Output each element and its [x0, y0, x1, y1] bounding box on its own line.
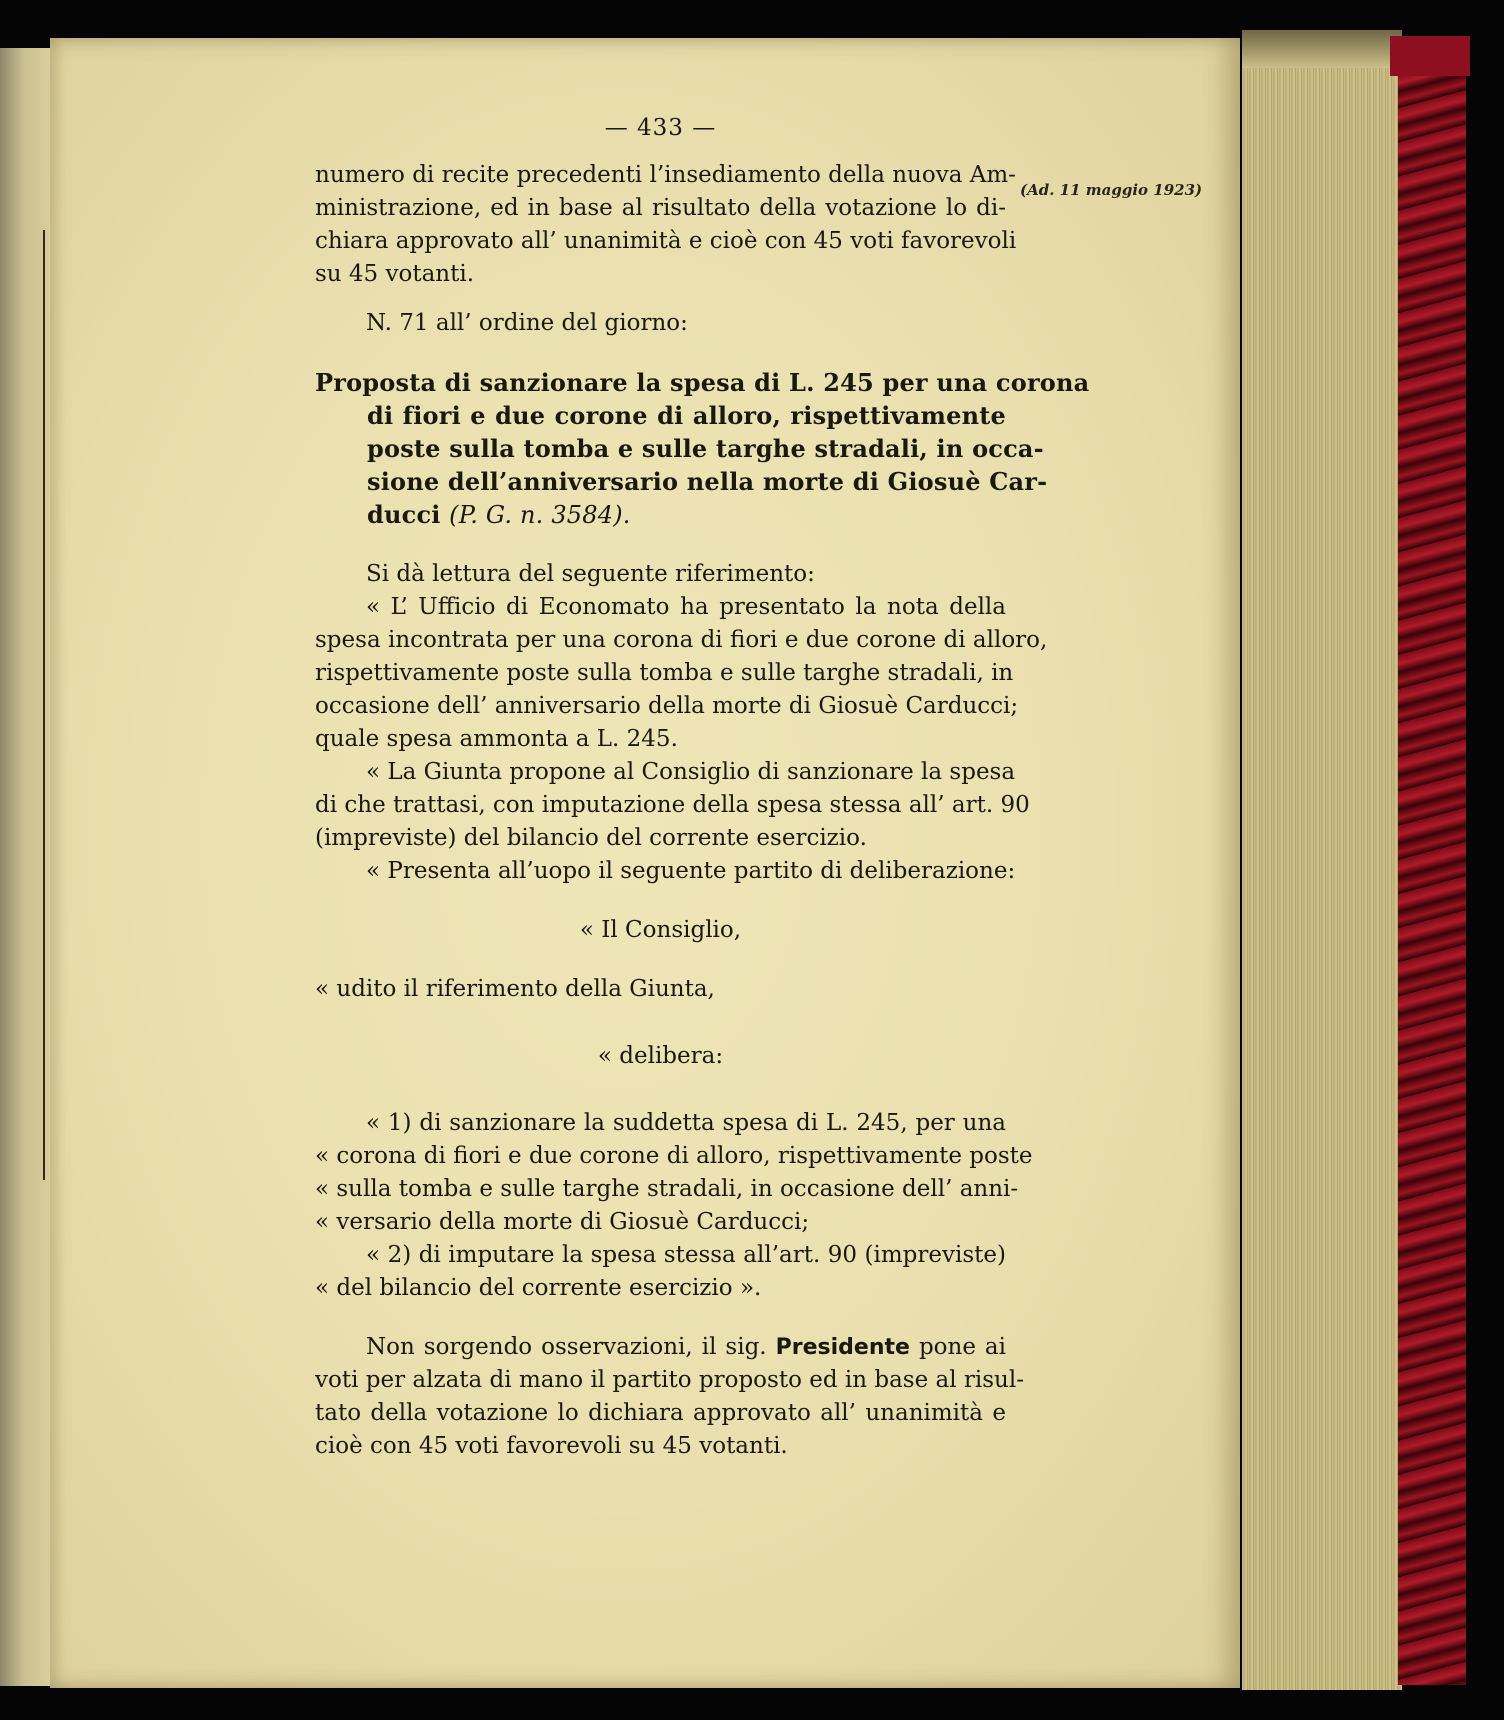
closing-text-start: Non sorgendo osservazioni, il sig.	[366, 1334, 767, 1360]
agenda-item: N. 71 all’ ordine del giorno:	[366, 310, 688, 336]
opening-paragraph	[315, 159, 1017, 291]
text-line: rispettivamente poste sulla tomba e sulle targhe stradali, in	[315, 660, 1014, 686]
marbled-cover-board	[1398, 40, 1466, 1685]
heading-line: sione dell’anniversario nella morte di Giosuè Car-	[367, 467, 1048, 496]
heading-last-words: ducci	[367, 500, 441, 529]
agenda-heading	[315, 366, 1090, 532]
text-line: ministrazione, ed in base al risultato della votazione lo di-	[315, 195, 1006, 221]
delibera-point-2	[315, 1239, 1006, 1305]
text-line: « 1) di sanzionare la suddetta spesa di L. 245, per una	[366, 1110, 1006, 1136]
text-line: « La Giunta propone al Consiglio di sanzionare la spesa	[366, 759, 1016, 785]
page-fore-edge	[1242, 30, 1402, 1690]
text-line: su 45 votanti.	[315, 261, 475, 287]
margin-date-note: (Ad. 11 maggio 1923)	[1020, 181, 1203, 199]
text-line: (impreviste) del bilancio del corrente esercizio.	[315, 825, 867, 851]
text-line: « 2) di imputare la spesa stessa all’art. 90 (impreviste)	[366, 1242, 1006, 1268]
text-line: « sulla tomba e sulle targhe stradali, in occasione dell’ anni-	[315, 1176, 1019, 1202]
intro-line: Si dà lettura del seguente riferimento:	[366, 561, 815, 587]
closing-text-end: pone ai	[918, 1334, 1006, 1360]
closing-paragraph	[315, 1331, 1024, 1463]
text-line: « corona di fiori e due corone di alloro, rispettivamente poste	[315, 1143, 1033, 1169]
text-line: numero di recite precedenti l’insediamento della nuova Am-	[315, 162, 1016, 188]
delibera-point-1	[315, 1107, 1033, 1239]
page-fore-edge-shadow	[1242, 30, 1402, 68]
consiglio-line: « Il Consiglio,	[579, 917, 742, 943]
text-line: voti per alzata di mano il partito proposto ed in base al risul-	[315, 1367, 1024, 1393]
text-line: chiara approvato all’ unanimità e cioè con 45 voti favorevoli	[315, 228, 1017, 254]
presidente-label: Presidente	[775, 1335, 910, 1360]
udito-line: « udito il riferimento della Giunta,	[315, 976, 715, 1002]
page-text	[315, 112, 1090, 1463]
delibera-line: « delibera:	[597, 1043, 724, 1069]
gutter-stitching	[43, 230, 49, 1180]
heading-line	[315, 498, 1006, 532]
text-line: cioè con 45 voti favorevoli su 45 votanti.	[315, 1433, 788, 1459]
heading-line: di fiori e due corone di alloro, rispettivamente	[367, 401, 1006, 430]
text-line: « del bilancio del corrente esercizio ».	[315, 1275, 762, 1301]
text-line: quale spesa ammonta a L. 245.	[315, 726, 678, 752]
cover-corner	[1390, 36, 1470, 76]
heading-line: Proposta di sanzionare la spesa di L. 245 per una corona	[315, 368, 1090, 397]
text-line: tato della votazione lo dichiara approvato all’ unanimità e	[315, 1400, 1006, 1426]
protocol-reference: (P. G. n. 3584).	[449, 501, 631, 529]
text-line: spesa incontrata per una corona di fiori e due corone di alloro,	[315, 627, 1048, 653]
riferimento-paragraph-2	[315, 756, 1030, 855]
text-line: « L’ Ufficio di Economato ha presentato la nota della	[366, 594, 1006, 620]
riferimento-paragraph-1	[315, 591, 1048, 756]
text-line	[315, 1331, 1006, 1364]
text-line: « versario della morte di Giosuè Carducci;	[315, 1209, 810, 1235]
page-number: — 433 —	[604, 115, 717, 141]
heading-line: poste sulla tomba e sulle targhe stradali, in occa-	[367, 434, 1044, 463]
text-line: occasione dell’ anniversario della morte di Giosuè Carducci;	[315, 693, 1019, 719]
riferimento-paragraph-3: « Presenta all’uopo il seguente partito di deliberazione:	[366, 858, 1016, 884]
text-line: di che trattasi, con imputazione della spesa stessa all’ art. 90	[315, 792, 1030, 818]
